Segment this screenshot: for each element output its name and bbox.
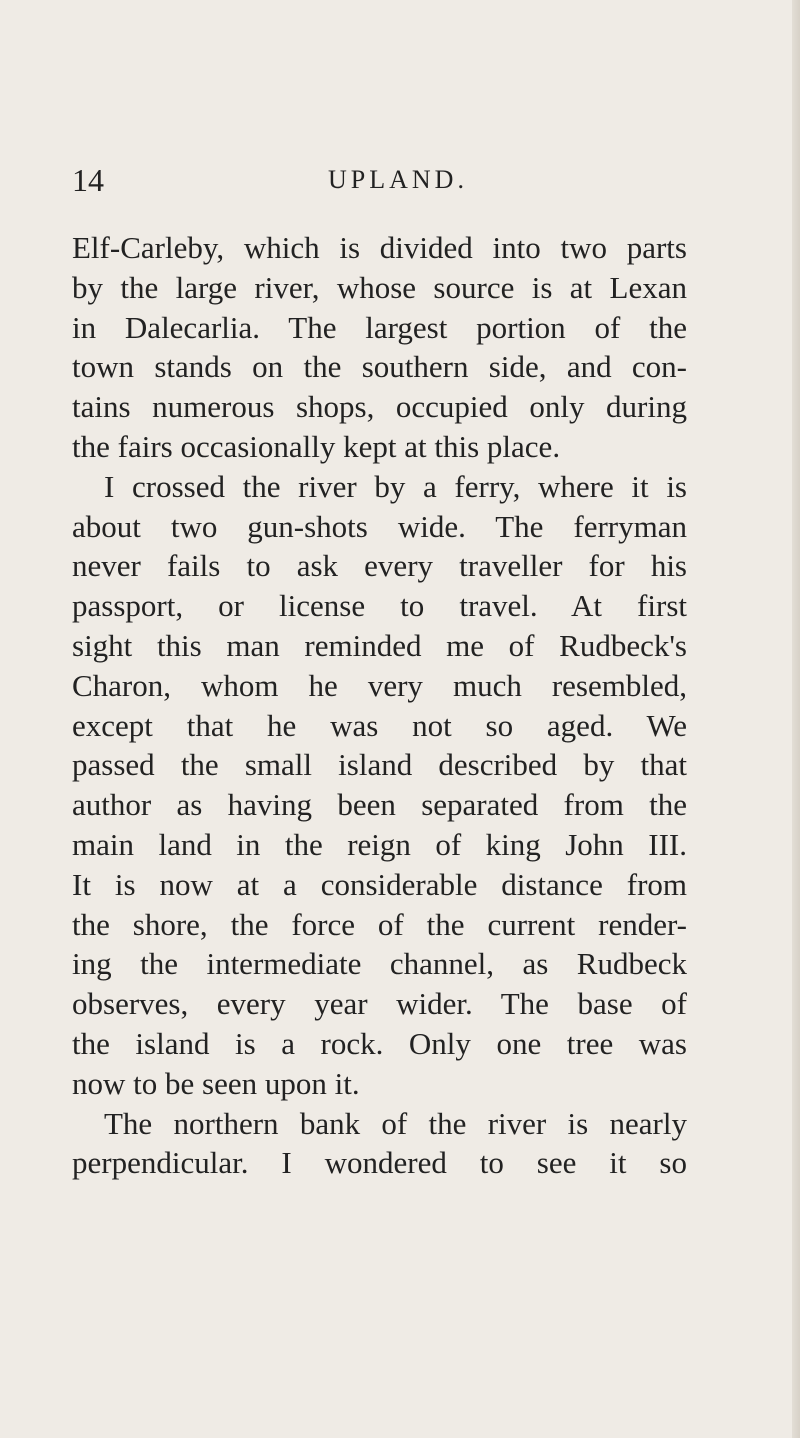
text-line: Charon, whom he very much resembled, [72,667,687,703]
text-line: ing the intermediate channel, as Rudbeck [72,946,687,982]
text-line: by the large river, whose source is at Lexan [72,269,687,305]
text-line: except that he was not so aged. We [72,707,687,743]
body-text [72,228,687,1183]
text-line: never fails to ask every traveller for his [72,548,687,584]
text-line: town stands on the southern side, and con- [72,349,687,385]
text-line: main land in the reign of king John III. [72,826,687,862]
page-edge [792,0,800,1438]
text-line: now to be seen upon it. [72,1065,360,1101]
text-line: the fairs occasionally kept at this place. [72,428,561,464]
text-line: about two gun-shots wide. The ferryman [72,508,687,544]
text-line: in Dalecarlia. The largest portion of the [72,309,687,345]
text-line: The northern bank of the river is nearly [104,1105,687,1141]
text-line: author as having been separated from the [72,787,687,823]
text-line: observes, every year wider. The base of [72,986,687,1022]
text-line: the shore, the force of the current render- [72,906,687,942]
page-header [72,160,732,200]
text-line: Elf-Carleby, which is divided into two parts [72,230,687,265]
text-line: passport, or license to travel. At first [72,588,687,624]
text-line: tains numerous shops, occupied only during [72,389,687,425]
text-line: passed the small island described by that [72,747,687,783]
text-line: I crossed the river by a ferry, where it is [104,468,687,504]
text-line: It is now at a considerable distance from [72,866,687,902]
text-line: perpendicular. I wondered to see it so [72,1145,687,1181]
page-number: 14 [72,162,104,198]
text-line: the island is a rock. Only one tree was [72,1025,687,1061]
text-line: sight this man reminded me of Rudbeck's [72,627,687,663]
running-head: UPLAND. [328,165,468,194]
